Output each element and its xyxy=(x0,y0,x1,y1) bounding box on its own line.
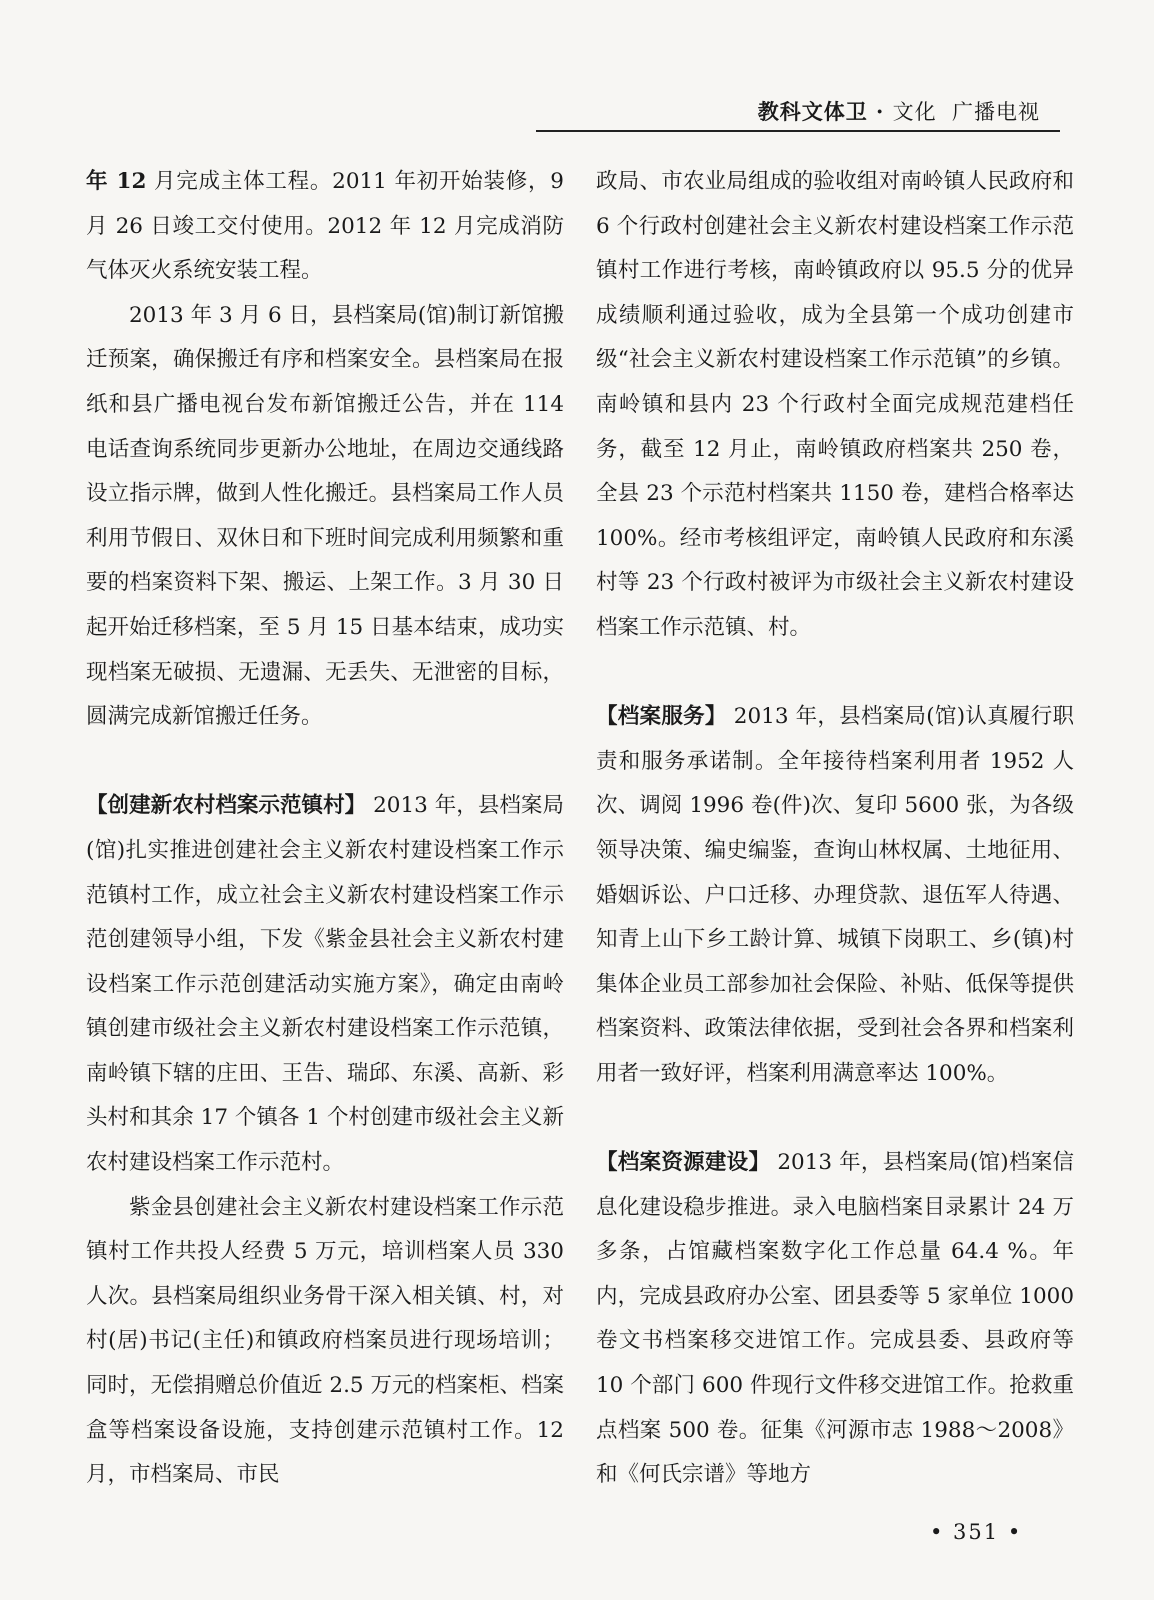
header-title xyxy=(758,96,1040,126)
right-section-resources xyxy=(596,1141,1074,1498)
section-body-archive-service: 2013 年，县档案局(馆)认真履行职责和服务承诺制。全年接待档案利用者 1952 人次、调阅 1996 卷(件)次、复印 5600 张，为各级领导决策、编史编鉴，查询山林权属、土地征用、婚姻诉讼、户口迁移、办理贷款、退伍军人待遇、知青上山下乡工龄计算、城镇下岗职工、乡(镇)村集体企业员工部参加社会保险、补贴、低保等提供档案资料、政策法律依据，受到社会各界和档案利用者一致好评，档案利用满意率达 100%。 xyxy=(596,704,1074,1086)
left-paragraph-4: 紫金县创建社会主义新农村建设档案工作示范镇村工作共投人经费 5 万元，培训档案人员 330 人次。县档案局组织业务骨干深入相关镇、村，对村(居)书记(主任)和镇政府档案员进行现场培训；同时，无偿捐赠总价值近 2.5 万元的档案柜、档案盒等档案设备设施，支持创建示范镇村工作。12 月，市档案局、市民 xyxy=(86,1194,564,1488)
left-p1-bold: 年 12 xyxy=(86,169,147,194)
right-section-service xyxy=(596,695,1074,1096)
section-body-archive-resources: 2013 年，县档案局(馆)档案信息化建设稳步推进。录入电脑档案目录累计 24 万多条，占馆藏档案数字化工作总量 64.4 %。年内，完成县政府办公室、团县委等 5 家单位 1000 卷文书档案移交进馆工作。完成县委、县政府等 10 个部门 600 件现行文件移交进馆工作。抢救重点档案 500 卷。征集《河源市志 1988～2008》和《何氏宗谱》等地方 xyxy=(596,1150,1074,1488)
page-number: • 351 • xyxy=(930,1520,1023,1544)
section-gap xyxy=(86,740,564,785)
section-title-archive-service: 【档案服务】 xyxy=(596,704,727,730)
section-title-new-village: 【创建新农村档案示范镇村】 xyxy=(86,793,367,819)
section-body-new-village: 2013 年，县档案局(馆)扎实推进创建社会主义新农村建设档案工作示范镇村工作，成立社会主义新农村建设档案工作示范创建领导小组，下发《紫金县社会主义新农村建设档案工作示范创建活动实施方案》，确定由南岭镇创建市级社会主义新农村建设档案工作示范镇，南岭镇下辖的庄田、王告、瑞邱、东溪、高新、彩头村和其余 17 个镇各 1 个村创建市级社会主义新农村建设档案工作示范村。 xyxy=(86,793,564,1176)
header-sub1: 文化 xyxy=(892,100,937,124)
running-header xyxy=(536,92,1060,132)
section-gap xyxy=(596,1096,1074,1141)
left-p1-rest: 月完成主体工程。2011 年初开始装修，9 月 26 日竣工交付使用。2012 年 12 月完成消防气体灭火系统安装工程。 xyxy=(86,169,564,284)
header-rule xyxy=(536,130,1060,132)
right-column xyxy=(596,160,1074,1498)
right-paragraph-1: 政局、市农业局组成的验收组对南岭镇人民政府和 6 个行政村创建社会主义新农村建设档案工作示范镇村工作进行考核，南岭镇政府以 95.5 分的优异成绩顺利通过验收，成为全县第一个成功创建市级“社会主义新农村建设档案工作示范镇”的乡镇。南岭镇和县内 23 个行政村全面完成规范建档任务，截至 12 月止，南岭镇政府档案共 250 卷，全县 23 个示范村档案共 1150 卷，建档合格率达 100%。经市考核组评定，南岭镇人民政府和东溪村等 23 个行政村被评为市级社会主义新农村建设档案工作示范镇、村。 xyxy=(596,169,1074,640)
header-dot: · xyxy=(867,99,893,124)
left-column xyxy=(86,160,564,1498)
left-paragraph-2: 2013 年 3 月 6 日，县档案局(馆)制订新馆搬迁预案，确保搬迁有序和档案安全。县档案局在报纸和县广播电视台发布新馆搬迁公告，并在 114 电话查询系统同步更新办公地址，在周边交通线路设立指示牌，做到人性化搬迁。县档案局工作人员利用节假日、双休日和下班时间完成利用频繁和重要的档案资料下架、搬运、上架工作。3 月 30 日起开始迁移档案，至 5 月 15 日基本结束，成功实现档案无破损、无遗漏、无丢失、无泄密的目标，圆满完成新馆搬迁任务。 xyxy=(86,302,564,730)
section-gap xyxy=(596,651,1074,696)
header-section: 教科文体卫 xyxy=(757,99,868,124)
left-paragraph-1 xyxy=(86,160,564,294)
header-sub2: 广播电视 xyxy=(952,100,1040,124)
left-section-paragraph xyxy=(86,784,564,1185)
section-title-archive-resources: 【档案资源建设】 xyxy=(596,1150,771,1176)
